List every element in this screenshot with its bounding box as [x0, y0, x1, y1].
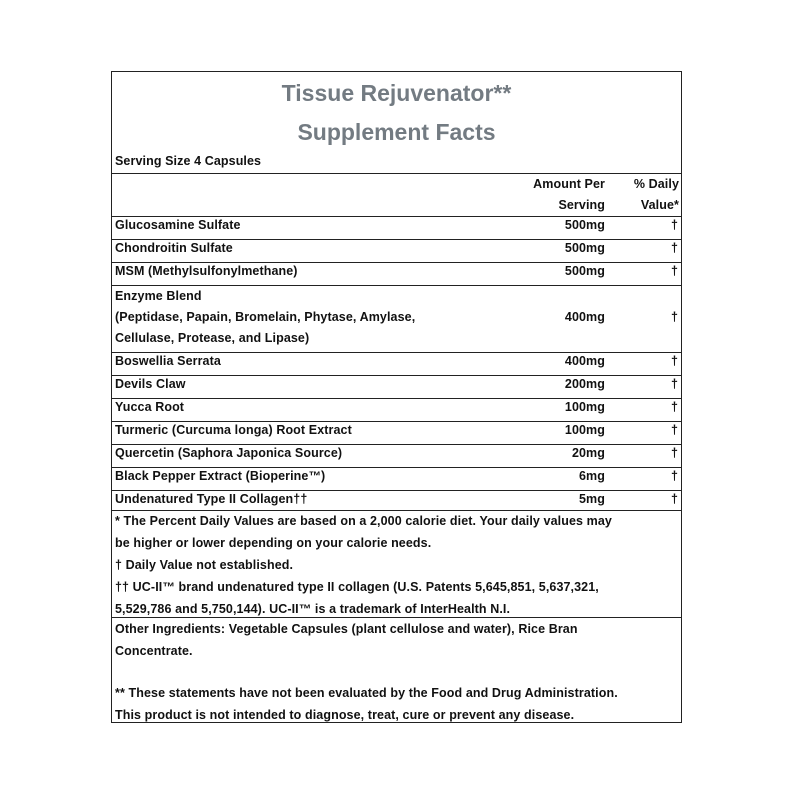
ingredient-amount: 20mg	[571, 446, 605, 460]
table-row	[112, 286, 681, 350]
ingredient-dv: †	[670, 400, 678, 414]
ingredient-amount: 100mg	[564, 423, 605, 437]
ingredient-dv: †	[670, 354, 678, 368]
ingredient-name: Glucosamine Sulfate	[115, 218, 241, 232]
divider	[112, 467, 681, 468]
fda-disclaimer	[115, 682, 675, 726]
supplement-facts-panel	[111, 71, 682, 723]
daily-values-note: * The Percent Daily Values are based on a 2,000 calorie diet. Your daily values may	[115, 514, 612, 528]
ingredient-name: Boswellia Serrata	[115, 354, 221, 368]
ingredient-dv: †	[670, 218, 678, 232]
ingredient-amount: 200mg	[564, 377, 605, 391]
serving-size: Serving Size 4 Capsules	[115, 154, 262, 168]
ingredient-amount: 100mg	[564, 400, 605, 414]
disclaimer-line: ** These statements have not been evaluated by the Food and Drug Administration.	[115, 686, 618, 700]
ingredient-amount: 5mg	[578, 492, 605, 506]
supplement-facts-heading: Supplement Facts	[297, 119, 496, 145]
ingredient-name: Black Pepper Extract (Bioperine™)	[115, 469, 326, 483]
dv-header-line2: Value*	[640, 198, 679, 212]
ingredient-name: MSM (Methylsulfonylmethane)	[115, 264, 298, 278]
divider	[112, 216, 681, 217]
amount-header	[533, 174, 605, 216]
divider	[112, 444, 681, 445]
ingredient-amount: 500mg	[564, 218, 605, 232]
footnotes	[115, 510, 675, 620]
column-header-row	[112, 173, 681, 216]
divider	[112, 239, 681, 240]
disclaimer-line: This product is not intended to diagnose, treat, cure or prevent any disease.	[115, 708, 575, 722]
divider	[112, 375, 681, 376]
ingredient-name: Quercetin (Saphora Japonica Source)	[115, 446, 343, 460]
ingredient-name: Turmeric (Curcuma longa) Root Extract	[115, 423, 352, 437]
ingredient-name: Devils Claw	[115, 377, 186, 391]
dv-header-line1: % Daily	[633, 177, 679, 191]
ingredient-dv: †	[670, 446, 678, 460]
ingredient-dv: †	[670, 423, 678, 437]
ingredient-name: Chondroitin Sulfate	[115, 241, 233, 255]
ucii-note: †† UC-II™ brand undenatured type II collagen (U.S. Patents 5,645,851, 5,637,321,	[115, 580, 599, 594]
ingredient-amount: 400mg	[564, 310, 605, 324]
daily-value-header	[634, 174, 679, 216]
ingredient-dv: †	[670, 492, 678, 506]
ingredient-amount: 6mg	[578, 469, 605, 483]
ingredient-name-line: (Peptidase, Papain, Bromelain, Phytase, Amylase,	[115, 310, 416, 324]
ingredient-name	[115, 286, 415, 349]
ingredient-dv: †	[670, 310, 678, 324]
ingredient-amount: 500mg	[564, 264, 605, 278]
dv-not-established-note: † Daily Value not established.	[115, 558, 294, 572]
other-ingredients	[115, 618, 675, 662]
divider	[112, 262, 681, 263]
amount-header-line2: Serving	[558, 198, 605, 212]
ingredient-amount: 400mg	[564, 354, 605, 368]
ingredient-dv: †	[670, 469, 678, 483]
ucii-note: 5,529,786 and 5,750,144). UC-II™ is a trademark of InterHealth N.I.	[115, 602, 511, 616]
ingredient-amount: 500mg	[564, 241, 605, 255]
divider	[112, 352, 681, 353]
ingredient-dv: †	[670, 377, 678, 391]
ingredient-name-line: Cellulase, Protease, and Lipase)	[115, 331, 310, 345]
ingredient-name: Yucca Root	[115, 400, 185, 414]
divider	[112, 421, 681, 422]
product-title: Tissue Rejuvenator**	[281, 80, 512, 106]
ingredient-name: Undenatured Type II Collagen††	[115, 492, 308, 506]
divider	[112, 490, 681, 491]
other-ingredients-line: Concentrate.	[115, 644, 193, 658]
ingredient-dv: †	[670, 241, 678, 255]
ingredient-name-line: Enzyme Blend	[115, 289, 202, 303]
divider	[112, 398, 681, 399]
other-ingredients-line: Other Ingredients: Vegetable Capsules (plant cellulose and water), Rice Bran	[115, 622, 578, 636]
daily-values-note: be higher or lower depending on your calorie needs.	[115, 536, 432, 550]
amount-header-line1: Amount Per	[533, 177, 605, 191]
ingredient-dv: †	[670, 264, 678, 278]
